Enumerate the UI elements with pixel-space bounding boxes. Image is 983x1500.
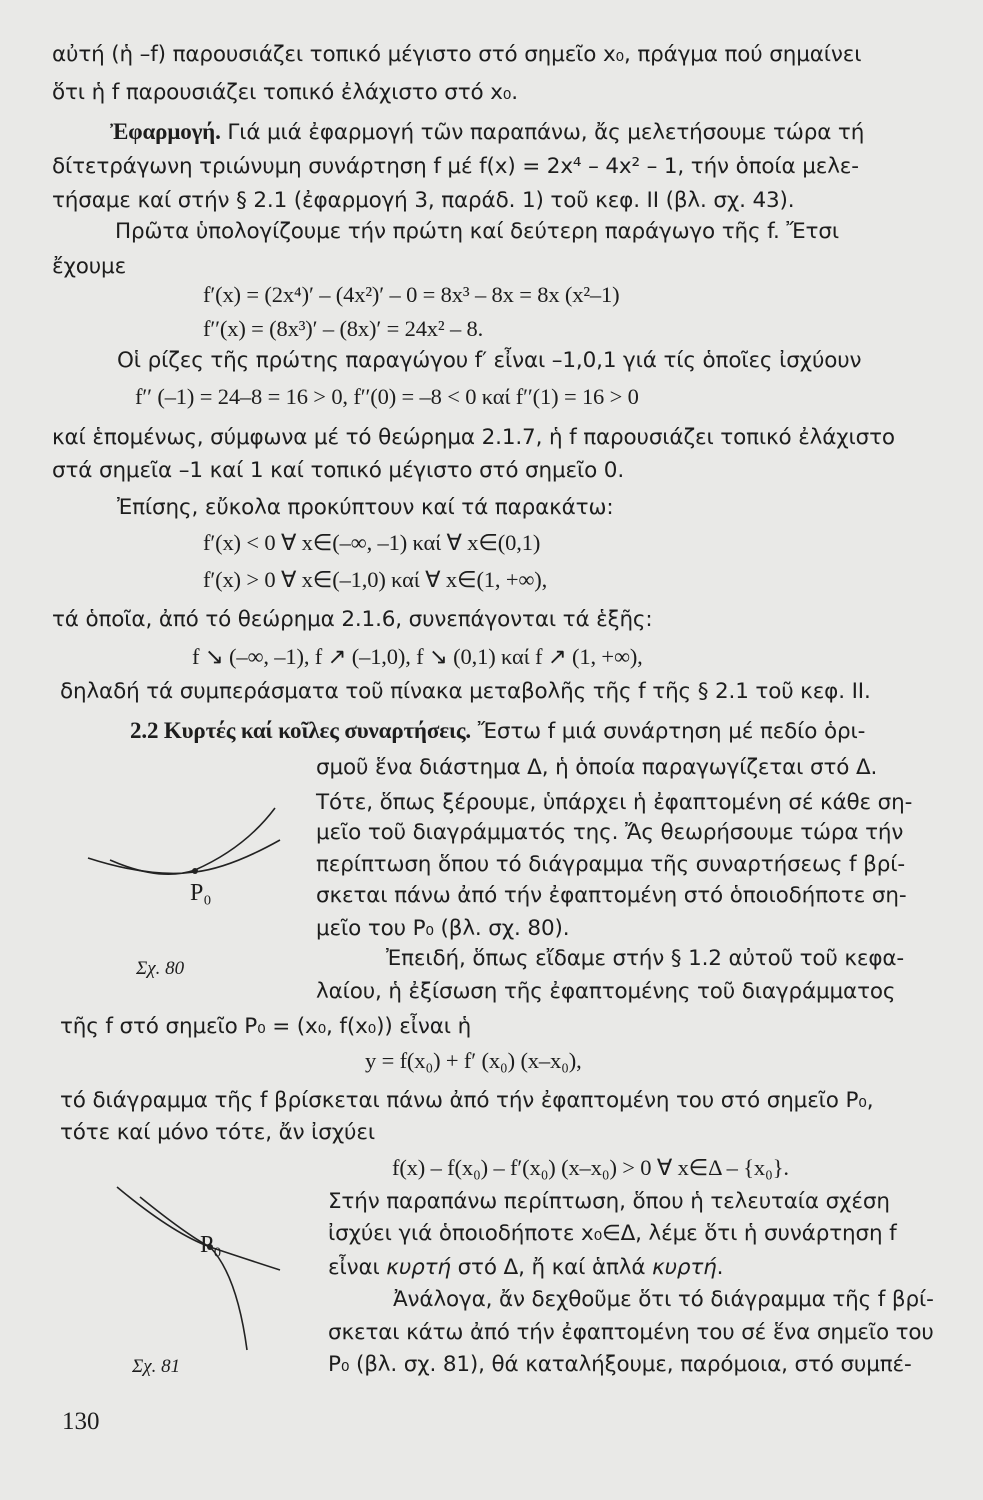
text-line: περίπτωση ὅπου τό διάγραμμα τῆς συναρτήσεως f βρί- bbox=[316, 852, 905, 877]
text-fragment: . bbox=[716, 1255, 724, 1280]
text-line: αὐτή (ἡ –f) παρουσιάζει τοπικό μέγιστο στό σημεῖο x₀, πράγμα πού σημαίνει bbox=[52, 42, 862, 67]
text-line: δηλαδή τά συμπεράσματα τοῦ πίνακα μεταβολῆς τῆς f τῆς § 2.1 τοῦ κεφ. II. bbox=[60, 679, 871, 704]
application-heading: Ἐφαρμογή. bbox=[110, 119, 221, 144]
text-line: ἔχουμε bbox=[52, 254, 127, 279]
text-line: καί ἑπομένως, σύμφωνα μέ τό θεώρημα 2.1.7, ἡ f παρουσιάζει τοπικό ἐλάχιστο bbox=[52, 425, 895, 450]
text-line: τά ὁποῖα, ἀπό τό θεώρημα 2.1.6, συνεπάγονται τά ἑξῆς: bbox=[52, 607, 653, 632]
text-line: τότε καί μόνο τότε, ἄν ἰσχύει bbox=[60, 1120, 375, 1145]
equation-first-derivative: f′(x) = (2x⁴)′ – (4x²)′ – 0 = 8x³ – 8x = 8x (x²–1) bbox=[203, 282, 620, 307]
fig80-label-p0: P₀ bbox=[190, 880, 212, 906]
text-line: Τότε, ὅπως ξέρουμε, ὑπάρχει ἡ ἐφαπτομένη σέ κάθε ση- bbox=[316, 790, 913, 815]
text-line: ἰσχύει γιά ὁποιοδήποτε x₀∈Δ, λέμε ὅτι ἡ συνάρτηση f bbox=[328, 1221, 897, 1246]
term-convex: κυρτή bbox=[652, 1255, 717, 1280]
text-line: μεῖο τοῦ διαγράμματός της. Ἄς θεωρήσουμε τώρα τήν bbox=[316, 820, 904, 845]
text-line: τήσαμε καί στήν § 2.1 (ἐφαρμογή 3, παράδ. 1) τοῦ κεφ. II (βλ. σχ. 43). bbox=[52, 188, 795, 213]
tangent-line bbox=[88, 840, 280, 873]
text-line: μεῖο του P₀ (βλ. σχ. 80). bbox=[316, 916, 570, 941]
equation-second-derivative: f′′(x) = (8x³)′ – (8x)′ = 24x² – 8. bbox=[203, 316, 484, 341]
text-line: τῆς f στό σημεῖο P₀ = (x₀, f(x₀)) εἶναι ἡ bbox=[60, 1014, 472, 1039]
inequality-line: f′(x) > 0 ∀ x∈(–1,0) καί ∀ x∈(1, +∞), bbox=[203, 567, 548, 592]
application-line bbox=[110, 117, 864, 148]
equation-second-derivative-values: f′′ (–1) = 24–8 = 16 > 0, f′′(0) = –8 < 0 καί f′′(1) = 16 > 0 bbox=[135, 384, 639, 409]
figure-80-convex-curve bbox=[80, 800, 280, 940]
text-line: ὅτι ἡ f παρουσιάζει τοπικό ἐλάχιστο στό x₀. bbox=[52, 80, 518, 105]
text-line: τό διάγραμμα τῆς f βρίσκεται πάνω ἀπό τήν ἐφαπτομένη του στό σημεῖο P₀, bbox=[60, 1088, 874, 1113]
inequality-line: f′(x) < 0 ∀ x∈(–∞, –1) καί ∀ x∈(0,1) bbox=[203, 530, 541, 555]
fig81-label-p0: P₀ bbox=[200, 1232, 222, 1258]
text-line: σμοῦ ἕνα διάστημα Δ, ἡ ὁποία παραγωγίζεται στό Δ. bbox=[316, 755, 878, 780]
text-line: σκεται πάνω ἀπό τήν ἐφαπτομένη στό ὁποιοδήποτε ση- bbox=[316, 883, 907, 908]
text-line: Πρῶτα ὑπολογίζουμε τήν πρώτη καί δεύτερη παράγωγο τῆς f. Ἔτσι bbox=[115, 219, 839, 244]
text-line: P₀ (βλ. σχ. 81), θά καταλήξουμε, παρόμοια, στό συμπέ- bbox=[328, 1352, 912, 1377]
section-heading: 2.2 Κυρτές καί κοῖλες συναρτήσεις. bbox=[130, 718, 472, 743]
text-line: στά σημεῖα –1 καί 1 καί τοπικό μέγιστο στό σημεῖο 0. bbox=[52, 458, 625, 483]
convex-definition-line bbox=[328, 1253, 723, 1283]
tangent-line bbox=[117, 1187, 280, 1270]
text-line: Οἱ ρίζες τῆς πρώτης παραγώγου f′ εἶναι –1,0,1 γιά τίς ὁποῖες ἰσχύουν bbox=[117, 348, 862, 373]
text-line: λαίου, ἡ ἐξίσωση τῆς ἐφαπτομένης τοῦ διαγράμματος bbox=[316, 979, 896, 1004]
tangent-equation: y = f(x₀) + f′ (x₀) (x–x₀), bbox=[365, 1048, 582, 1073]
point-p0-marker bbox=[192, 868, 198, 874]
monotonicity-line: f ↘ (–∞, –1), f ↗ (–1,0), f ↘ (0,1) καί f ↗ (1, +∞), bbox=[192, 644, 643, 669]
term-convex: κυρτή bbox=[386, 1255, 451, 1280]
text-line: Στήν παραπάνω περίπτωση, ὅπου ἡ τελευταία σχέση bbox=[328, 1189, 890, 1214]
convexity-inequality: f(x) – f(x₀) – f′(x₀) (x–x₀) > 0 ∀ x∈Δ – {x₀}. bbox=[392, 1155, 789, 1180]
fig80-caption: Σχ. 80 bbox=[136, 958, 185, 979]
application-text: Γιά μιά ἐφαρμογή τῶν παραπάνω, ἄς μελετήσουμε τώρα τή bbox=[220, 120, 865, 145]
curve bbox=[140, 1197, 247, 1350]
text-fragment: στό Δ, ἤ καί ἁπλά bbox=[450, 1255, 653, 1280]
fig81-caption: Σχ. 81 bbox=[132, 1356, 181, 1377]
section-heading-line bbox=[130, 716, 865, 747]
text-line: σκεται κάτω ἀπό τήν ἐφαπτομένη του σέ ἕνα σημεῖο του bbox=[328, 1320, 934, 1345]
page-number: 130 bbox=[62, 1408, 100, 1435]
text-line: Ἀνάλογα, ἄν δεχθοῦμε ὅτι τό διάγραμμα τῆς f βρί- bbox=[393, 1287, 934, 1312]
section-text: Ἔστω f μιά συνάρτηση μέ πεδίο ὁρι- bbox=[471, 719, 866, 744]
text-fragment: εἶναι bbox=[328, 1255, 387, 1280]
text-line: Ἐπειδή, ὅπως εἴδαμε στήν § 1.2 αὐτοῦ τοῦ κεφα- bbox=[386, 946, 905, 971]
figure-81-concave-curve bbox=[112, 1185, 282, 1355]
text-line: Ἐπίσης, εὔκολα προκύπτουν καί τά παρακάτω: bbox=[117, 495, 614, 520]
curve bbox=[110, 808, 275, 874]
text-line: δίτετράγωνη τριώνυμη συνάρτηση f μέ f(x) = 2x⁴ – 4x² – 1, τήν ὁποία μελε- bbox=[52, 154, 859, 179]
